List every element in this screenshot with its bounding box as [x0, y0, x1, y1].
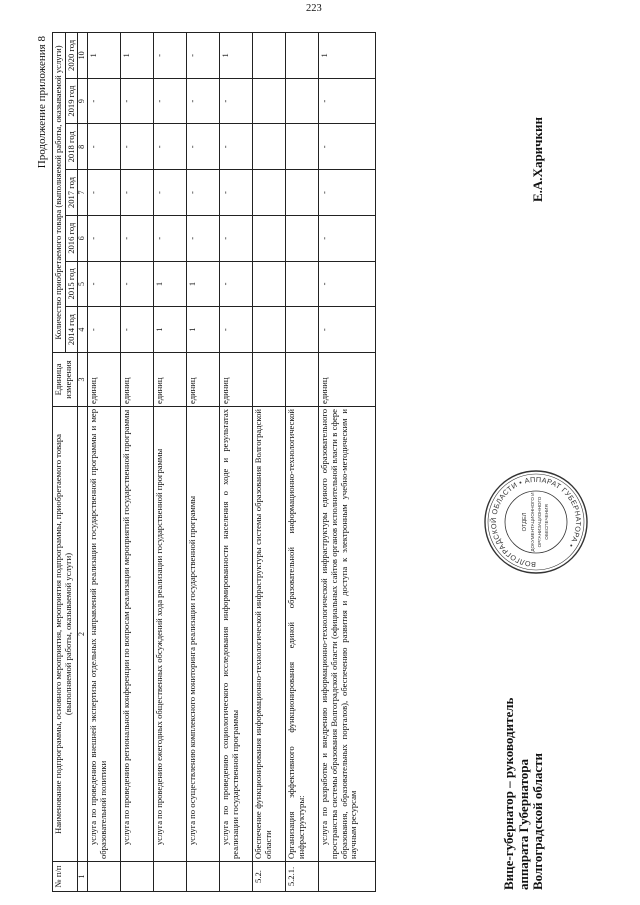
row-name: услуга по разработке и внедрению информационно-технологической инфраструктуры единого образовательного пространства системы образования Волгоградской области (официальных сайтов органов исполнительной власти в сфере образования, образовательных порталов), обеспечению развития и доступа к электронным учебно-методическим и научным ресурсам	[319, 407, 376, 862]
row-value	[253, 124, 286, 170]
row-value	[286, 215, 319, 261]
row-value: -	[154, 124, 187, 170]
row-value	[286, 33, 319, 79]
stamp-seal-graphic	[482, 468, 590, 576]
row-value: -	[121, 307, 154, 353]
row-value: -	[319, 78, 376, 124]
row-unit: единиц	[121, 353, 154, 407]
table-row	[319, 33, 376, 892]
row-name: услуга по осуществлению комплексного мониторинга реализации государственной программы	[187, 407, 220, 862]
row-value: -	[121, 261, 154, 307]
row-value: -	[319, 215, 376, 261]
row-value	[286, 78, 319, 124]
row-num: 5.2.	[253, 862, 286, 892]
row-num: 5.2.1.	[286, 862, 319, 892]
row-unit: единиц	[319, 353, 376, 407]
row-value: -	[121, 124, 154, 170]
row-value	[253, 33, 286, 79]
row-unit: единиц	[187, 353, 220, 407]
row-value: 1	[154, 307, 187, 353]
row-num	[319, 862, 376, 892]
row-name: Обеспечение функционирования информационно-технологической инфраструктуры системы образования Волгоградской области	[253, 407, 286, 862]
column-number: 5	[78, 261, 88, 307]
column-number: 1	[78, 862, 88, 892]
signatory-line: Волгоградской области	[530, 752, 546, 890]
row-value	[286, 170, 319, 216]
row-value	[253, 170, 286, 216]
row-name: услуга по проведению социологического исследования информированности населения о ходе и результатах реализации государственной программы	[220, 407, 253, 862]
row-value: -	[220, 261, 253, 307]
header-year: 2020 год	[65, 33, 78, 79]
header-year: 2014 год	[65, 307, 78, 353]
row-value: -	[154, 78, 187, 124]
procurement-table	[52, 32, 376, 892]
row-value	[253, 78, 286, 124]
continuation-label: Продолжение приложения 8	[36, 36, 48, 169]
header-year: 2016 год	[65, 215, 78, 261]
row-name: услуга по проведению региональной конференции по вопросам реализации мероприятий государственной программы	[121, 407, 154, 862]
header-year: 2019 год	[65, 78, 78, 124]
row-value: -	[154, 215, 187, 261]
row-value	[253, 215, 286, 261]
row-value	[286, 261, 319, 307]
row-value: 1	[187, 307, 220, 353]
row-value: -	[121, 170, 154, 216]
row-value: -	[121, 215, 154, 261]
row-value: -	[88, 78, 121, 124]
row-value: -	[220, 170, 253, 216]
row-value: 1	[88, 33, 121, 79]
row-value: -	[88, 124, 121, 170]
row-value: 1	[220, 33, 253, 79]
table-row	[286, 33, 319, 892]
stamp-center-line: ОБЕСПЕЧЕНИЯ	[544, 504, 549, 540]
column-number: 9	[78, 78, 88, 124]
row-value: 1	[187, 261, 220, 307]
table-row	[121, 33, 154, 892]
row-value: -	[154, 170, 187, 216]
column-number: 6	[78, 215, 88, 261]
rotated-sheet	[36, 32, 596, 892]
row-unit: единиц	[154, 353, 187, 407]
row-value: 1	[154, 261, 187, 307]
row-name: услуга по проведению внешней экспертизы отдельных направлений реализации государственной программы и мер образовательной политики	[88, 407, 121, 862]
row-value: -	[187, 124, 220, 170]
row-value: -	[187, 33, 220, 79]
row-value: -	[187, 215, 220, 261]
row-value	[253, 307, 286, 353]
row-value: 1	[121, 33, 154, 79]
row-value	[253, 261, 286, 307]
row-value: 1	[319, 33, 376, 79]
stamp-center-line: ДОКУМЕНТАЦИОННОГО И	[530, 492, 535, 552]
stamp-center-line: ОРГАНИЗАЦИОННОГО	[537, 496, 542, 548]
row-value: -	[187, 170, 220, 216]
row-value: -	[121, 78, 154, 124]
column-number: 2	[78, 407, 88, 862]
column-number: 10	[78, 33, 88, 79]
row-value	[286, 307, 319, 353]
row-num	[88, 862, 121, 892]
row-num	[187, 862, 220, 892]
row-value: -	[88, 261, 121, 307]
official-stamp	[482, 468, 590, 576]
table-row	[154, 33, 187, 892]
signatory-title	[502, 590, 546, 890]
svg-text:ВОЛГОГРАДСКОЙ ОБЛАСТИ • АППАРА	[489, 475, 583, 569]
row-num	[220, 862, 253, 892]
header-name: Наименование подпрограммы, основного мероприятия, мероприятия подпрограммы, приобретаемого товара (выполняемой работы, оказываемой услуги)	[53, 407, 78, 862]
header-unit: Единица измерения	[53, 353, 78, 407]
row-value: -	[319, 261, 376, 307]
row-value: -	[220, 215, 253, 261]
row-unit	[286, 353, 319, 407]
row-num	[154, 862, 187, 892]
row-value	[286, 124, 319, 170]
row-value: -	[187, 78, 220, 124]
table-row	[187, 33, 220, 892]
row-num	[121, 862, 154, 892]
row-unit	[253, 353, 286, 407]
table-row	[220, 33, 253, 892]
page-number: 223	[306, 3, 322, 14]
row-value: -	[319, 124, 376, 170]
row-unit: единиц	[88, 353, 121, 407]
row-value: -	[220, 307, 253, 353]
header-num: № п/п	[53, 862, 78, 892]
row-value: -	[88, 215, 121, 261]
stamp-center-line: ОТДЕЛ	[522, 512, 528, 532]
row-unit: единиц	[220, 353, 253, 407]
signatory-line: аппарата Губернатора	[515, 758, 531, 890]
stamp-ring-text: ВОЛГОГРАДСКОЙ ОБЛАСТИ • АППАРАТ ГУБЕРНАТОРА •	[488, 474, 584, 570]
column-number: 8	[78, 124, 88, 170]
header-quantity-group: Количество приобретаемого товара (выполняемой работы, оказываемой услуги)	[53, 33, 66, 353]
row-value: -	[88, 170, 121, 216]
column-numbers-row	[78, 33, 88, 892]
row-name: услуга по проведению ежегодных общественных обсуждений хода реализации государственной программы	[154, 407, 187, 862]
row-name: Организация эффективного функционирования единой образовательной информационно-технологической инфраструктуры:	[286, 407, 319, 862]
row-value: -	[88, 307, 121, 353]
column-number: 4	[78, 307, 88, 353]
column-number: 3	[78, 353, 88, 407]
row-value: -	[154, 33, 187, 79]
header-year: 2015 год	[65, 261, 78, 307]
header-year: 2017 год	[65, 170, 78, 216]
row-value: -	[220, 78, 253, 124]
signatory-line: Вице-губернатор – руководитель	[501, 697, 516, 890]
table-row	[253, 33, 286, 892]
row-value: -	[319, 307, 376, 353]
column-number: 7	[78, 170, 88, 216]
table-row	[88, 33, 121, 892]
header-year: 2018 год	[65, 124, 78, 170]
row-value: -	[319, 170, 376, 216]
signer-name: Е.А.Харичкин	[530, 117, 545, 202]
row-value: -	[220, 124, 253, 170]
